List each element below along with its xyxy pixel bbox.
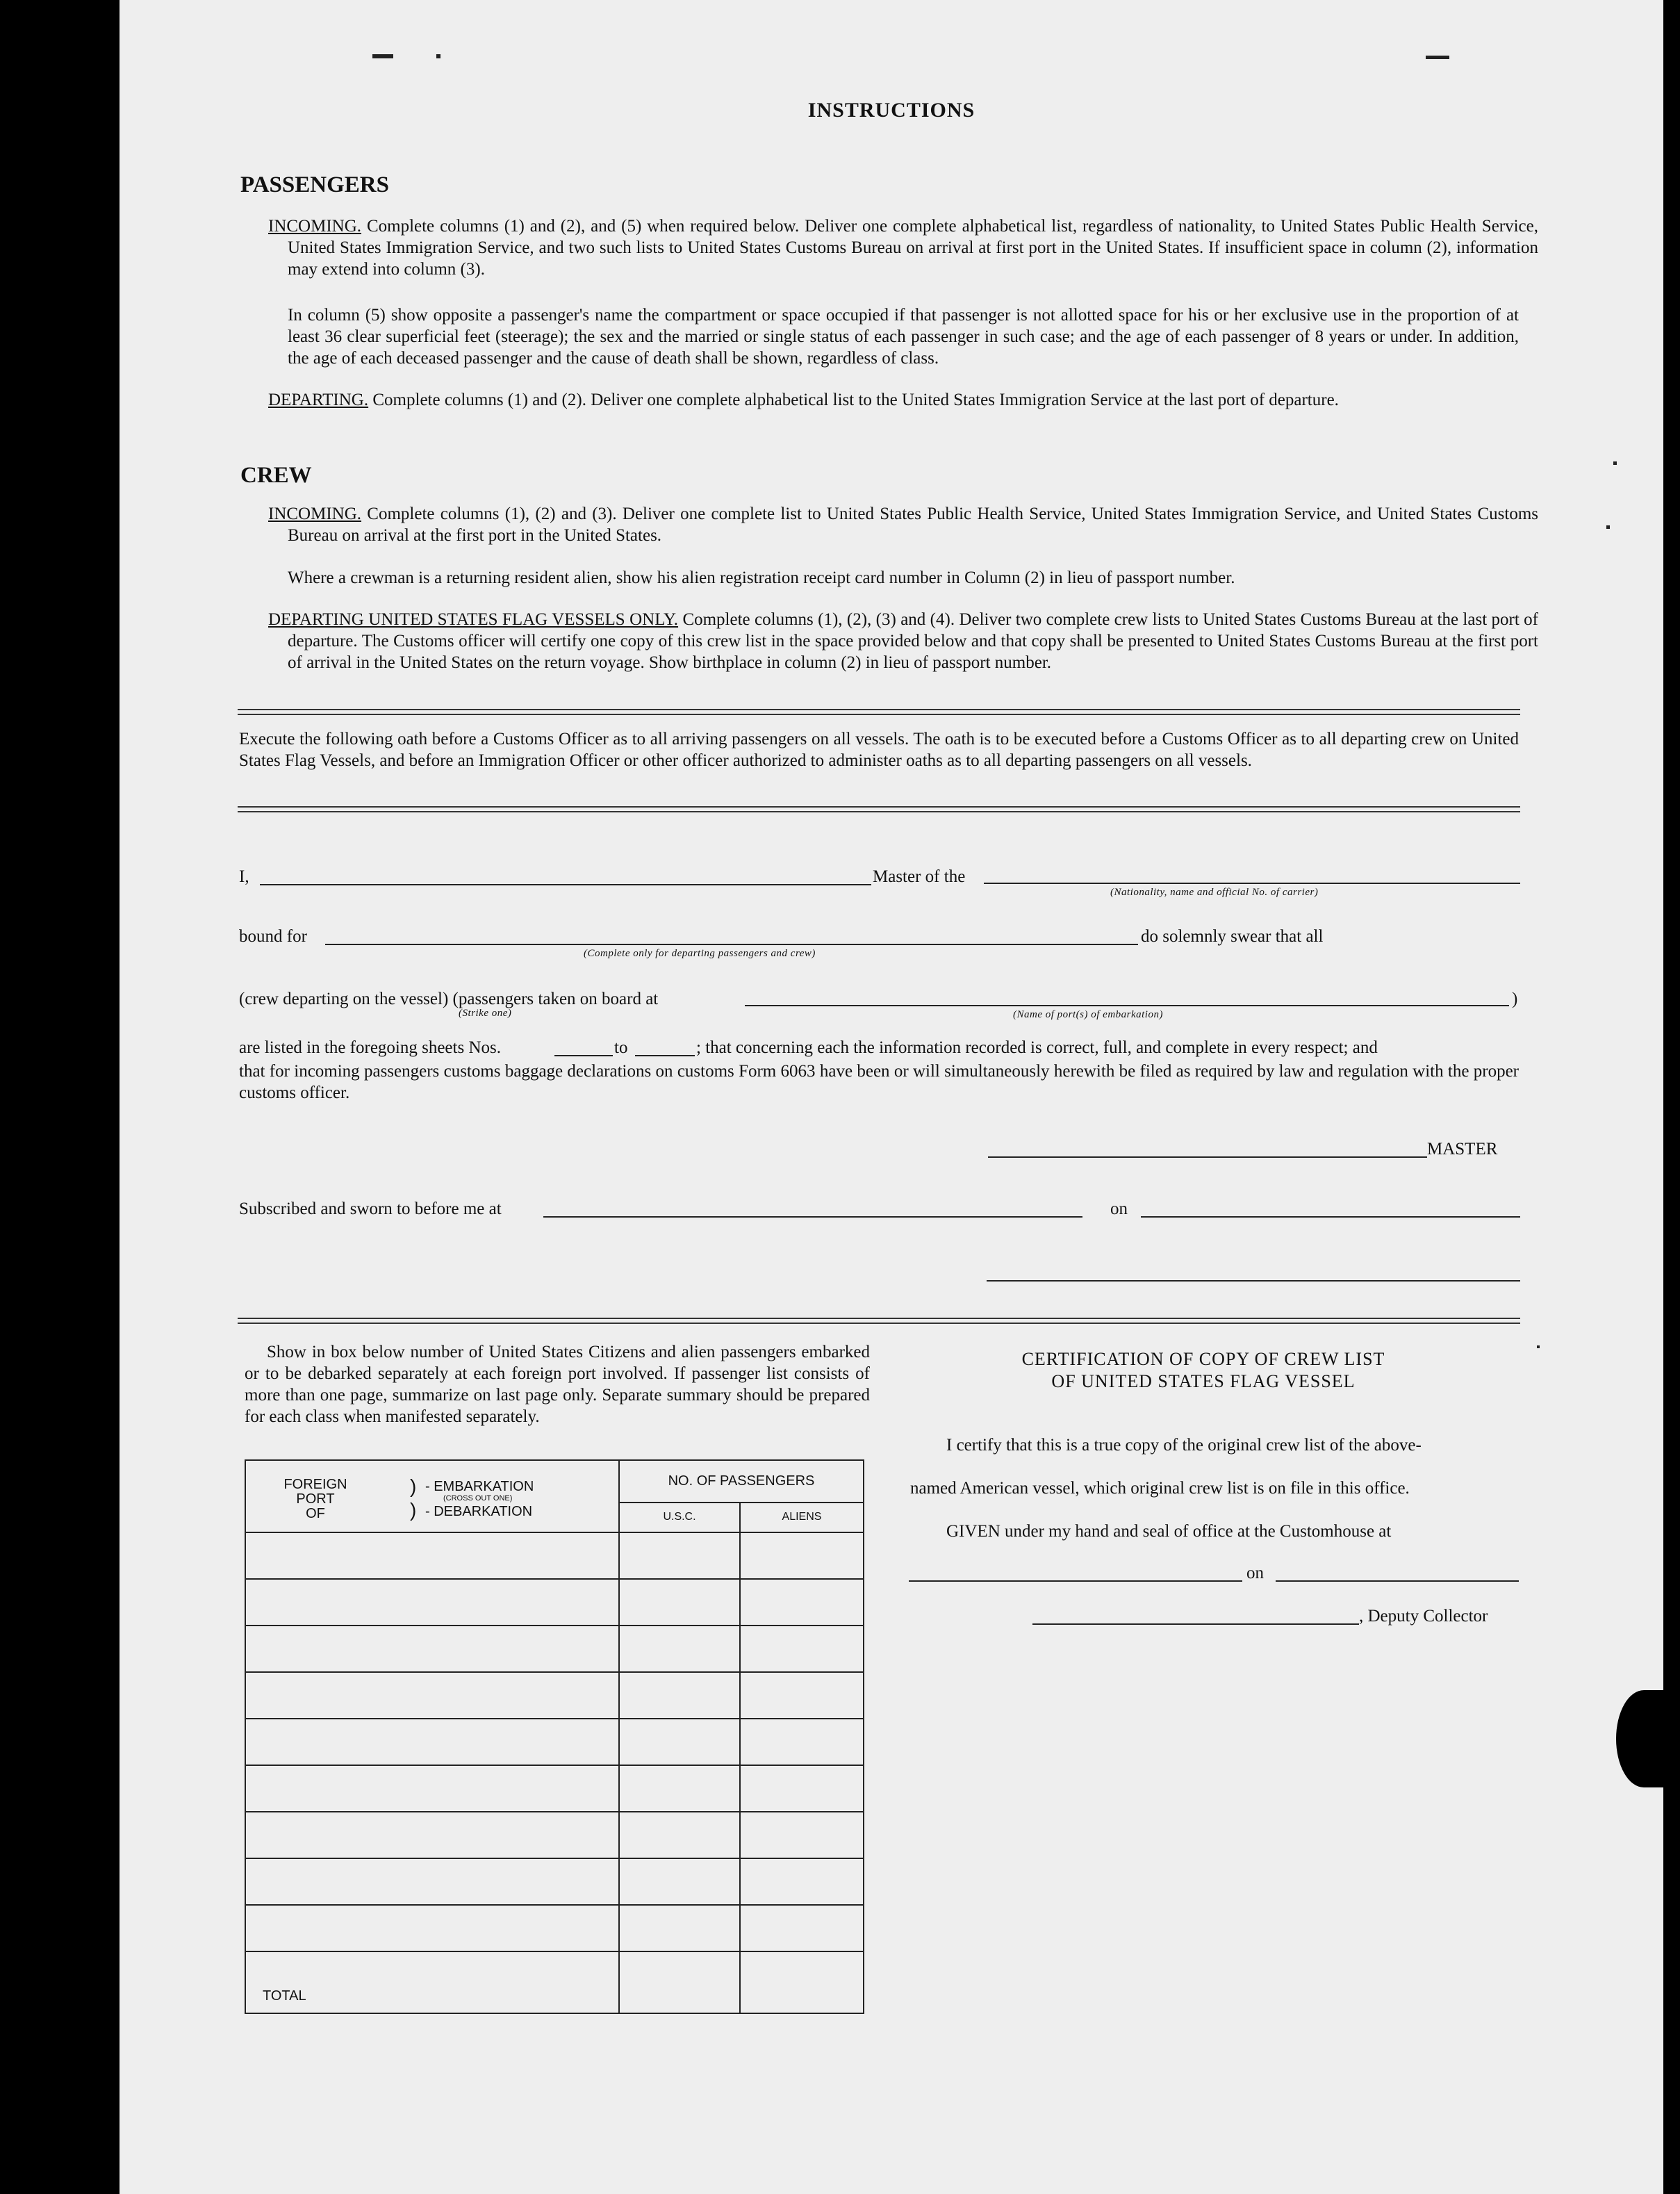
certification-date-line[interactable] <box>1276 1580 1519 1582</box>
total-label: TOTAL <box>245 1951 619 2013</box>
port-cell[interactable] <box>245 1719 619 1765</box>
double-rule <box>238 709 1520 715</box>
torn-edge <box>1616 1690 1672 1787</box>
foreign-label: FOREIGN <box>283 1477 347 1492</box>
port-cell[interactable] <box>245 1858 619 1905</box>
crew-resident-paragraph: Where a crewman is a returning resident alien, show his alien registration receipt card number in Column (2) in lieu of passport number. <box>288 568 1235 587</box>
sworn-on-label: on <box>1110 1200 1128 1218</box>
deputy-collector-label: , Deputy Collector <box>1359 1607 1488 1626</box>
passengers-column5-paragraph: In column (5) show opposite a passenger's name the compartment or space occupied if that passenger is not allotted space for his or her exclusive use in the proportion of at least 36 clear superficial feet (steerage); the sex and the married or single status of each passenger in such case; and the age of each passenger of 8 years or under. In addition, the age of each deceased passenger and the cause of death shall be shown, regardless of class. <box>288 306 1519 368</box>
usc-cell[interactable] <box>619 1672 740 1719</box>
aliens-header: ALIENS <box>740 1503 864 1532</box>
certification-line-3: GIVEN under my hand and seal of office at the Customhouse at <box>946 1522 1392 1541</box>
scan-mark <box>1613 461 1617 465</box>
passengers-departing-paragraph <box>268 389 1538 411</box>
crew-departing-paragraph <box>268 609 1538 673</box>
double-rule <box>238 806 1520 812</box>
crew-departing-text: Complete columns (1), (2), (3) and (4). Deliver two complete crew lists to United States Customs Bureau at the last port of departure. The Customs officer will certify one copy of this crew list in the space provided below and that copy shall be presented to United States Customs Bureau at the first port of arrival in the United States on the return voyage. Show birthplace in column (2) in lieu of passport number. <box>288 610 1538 672</box>
usc-cell[interactable] <box>619 1765 740 1812</box>
aliens-cell[interactable] <box>740 1579 864 1626</box>
port-cell[interactable] <box>245 1672 619 1719</box>
scan-mark <box>1606 525 1610 529</box>
close-paren: ) <box>1512 990 1518 1008</box>
master-signature-line[interactable] <box>988 1156 1427 1158</box>
aliens-cell[interactable] <box>740 1765 864 1812</box>
passengers-incoming-paragraph <box>268 215 1538 280</box>
brace-bottom: ) <box>410 1499 417 1521</box>
nationality-caption: (Nationality, name and official No. of carrier) <box>1110 887 1319 898</box>
carrier-line[interactable] <box>984 883 1520 884</box>
certification-title-line-2: OF UNITED STATES FLAG VESSEL <box>1051 1371 1356 1391</box>
port-of-embarkation-line[interactable] <box>745 1005 1509 1006</box>
bound-for-line[interactable] <box>325 944 1138 945</box>
subscribed-text: Subscribed and sworn to before me at <box>239 1200 502 1218</box>
master-name-line[interactable] <box>260 884 871 885</box>
foreign-port-of-label <box>281 1477 350 1521</box>
bound-for-label: bound for <box>239 927 307 946</box>
summary-intro: Show in box below number of United States Citizens and alien passengers embarked or to be debarked separately at each foreign port involved. If passenger list consists of more than one page, summarize on last page only. Separate summary should be prepared for each class when manifested separately. <box>245 1343 870 1426</box>
swear-text: do solemnly swear that all <box>1141 927 1324 946</box>
certification-title <box>891 1348 1516 1393</box>
cross-out-label: (CROSS OUT ONE) <box>443 1494 513 1503</box>
scan-mark <box>1537 1345 1540 1348</box>
port-cell[interactable] <box>245 1812 619 1858</box>
scan-mark <box>372 54 393 58</box>
no-of-passengers-header: NO. OF PASSENGERS <box>619 1460 864 1503</box>
usc-cell[interactable] <box>619 1719 740 1765</box>
certification-line-2: named American vessel, which original crew list is on file in this office. <box>910 1479 1410 1498</box>
official-signature-line[interactable] <box>987 1280 1520 1282</box>
passengers-departing-label: DEPARTING. <box>268 391 369 409</box>
port-cell[interactable] <box>245 1765 619 1812</box>
crew-heading: CREW <box>240 463 312 488</box>
certification-title-line-1: CERTIFICATION OF COPY OF CREW LIST <box>1021 1349 1385 1369</box>
listed-text-2: ; that concerning each the information recorded is correct, full, and complete in every respect; and <box>696 1038 1378 1057</box>
customhouse-line[interactable] <box>909 1580 1242 1582</box>
of-label: OF <box>306 1506 325 1521</box>
listed-to: to <box>614 1038 628 1057</box>
oath-i-label: I, <box>239 867 249 886</box>
certification-on-label: on <box>1246 1564 1264 1582</box>
certification-line-1: I certify that this is a true copy of the original crew list of the above- <box>946 1436 1422 1455</box>
port-cell[interactable] <box>245 1579 619 1626</box>
aliens-cell[interactable] <box>740 1905 864 1951</box>
port-label: PORT <box>296 1491 335 1507</box>
form-page <box>120 0 1663 2194</box>
usc-cell[interactable] <box>619 1812 740 1858</box>
usc-cell[interactable] <box>619 1626 740 1672</box>
usc-total-cell[interactable] <box>619 1951 740 2013</box>
port-cell[interactable] <box>245 1532 619 1579</box>
usc-cell[interactable] <box>619 1532 740 1579</box>
usc-cell[interactable] <box>619 1579 740 1626</box>
usc-cell[interactable] <box>619 1858 740 1905</box>
aliens-cell[interactable] <box>740 1812 864 1858</box>
master-of-the-label: Master of the <box>873 867 966 886</box>
listed-text-1: are listed in the foregoing sheets Nos. <box>239 1038 501 1057</box>
aliens-cell[interactable] <box>740 1858 864 1905</box>
deputy-signature-line[interactable] <box>1032 1623 1359 1625</box>
crew-incoming-label: INCOMING. <box>268 505 362 523</box>
scan-mark <box>1426 56 1449 59</box>
aliens-cell[interactable] <box>740 1672 864 1719</box>
aliens-cell[interactable] <box>740 1626 864 1672</box>
aliens-cell[interactable] <box>740 1532 864 1579</box>
passenger-summary-table <box>245 1459 864 2014</box>
aliens-cell[interactable] <box>740 1719 864 1765</box>
sworn-place-line[interactable] <box>543 1216 1082 1218</box>
usc-header: U.S.C. <box>619 1503 740 1532</box>
embarkation-label: - EMBARKATION <box>425 1479 534 1494</box>
passengers-incoming-label: INCOMING. <box>268 217 362 236</box>
master-label: MASTER <box>1427 1140 1498 1159</box>
usc-cell[interactable] <box>619 1905 740 1951</box>
port-caption: (Name of port(s) of embarkation) <box>1013 1009 1163 1020</box>
listed-text-3: that for incoming passengers customs baggage declarations on customs Form 6063 have been or will simultaneously herewith be filed as required by law and regulation with the proper customs officer. <box>239 1062 1519 1102</box>
port-header-cell <box>245 1460 619 1532</box>
aliens-total-cell[interactable] <box>740 1951 864 2013</box>
passengers-incoming-text: Complete columns (1) and (2), and (5) when required below. Deliver one complete alphabetical list, regardless of nationality, to United States Public Health Service, United States Immigration Service, and two such lists to United States Customs Bureau on arrival at first port in the United States. If insufficient space in column (2), information may extend into column (3). <box>288 217 1538 279</box>
crew-departing-label: DEPARTING UNITED STATES FLAG VESSELS ONLY. <box>268 610 679 629</box>
crew-incoming-paragraph <box>268 503 1538 546</box>
sworn-date-line[interactable] <box>1141 1216 1520 1218</box>
passengers-departing-text: Complete columns (1) and (2). Deliver one complete alphabetical list to the United States Immigration Service at the last port of departure. <box>368 391 1339 409</box>
sheet-from-line[interactable] <box>554 1055 613 1056</box>
crew-incoming-text: Complete columns (1), (2) and (3). Deliver one complete list to United States Public Health Service, United States Immigration Service, and United States Customs Bureau on arrival at the first port in the United States. <box>288 505 1538 545</box>
port-cell[interactable] <box>245 1626 619 1672</box>
page-title: INSTRUCTIONS <box>807 99 975 122</box>
oath-intro: Execute the following oath before a Customs Officer as to all arriving passengers on all vessels. The oath is to be executed before a Customs Officer as to all departing crew on United States Flag Vessels, and before an Immigration Officer or other officer authorized to administer oaths as to all departing passengers on all vessels. <box>239 730 1519 770</box>
complete-caption: (Complete only for departing passengers and crew) <box>584 948 816 959</box>
passengers-heading: PASSENGERS <box>240 172 389 197</box>
double-rule <box>238 1318 1520 1324</box>
sheet-to-line[interactable] <box>635 1055 695 1056</box>
crew-departing-text: (crew departing on the vessel) (passengers taken on board at <box>239 990 659 1008</box>
debarkation-label: - DEBARKATION <box>425 1504 533 1519</box>
brace-top: ) <box>410 1475 417 1497</box>
strike-one-caption: (Strike one) <box>459 1008 512 1019</box>
scan-mark <box>436 54 440 58</box>
port-cell[interactable] <box>245 1905 619 1951</box>
